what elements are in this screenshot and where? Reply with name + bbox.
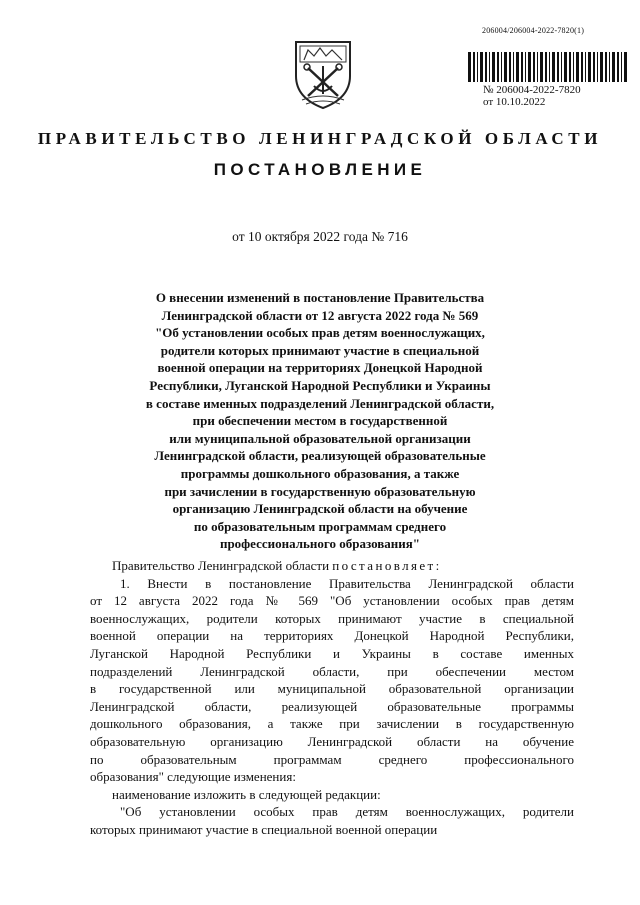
decree-title xyxy=(110,289,530,553)
enacting-prefix: Правительство Ленинградской области xyxy=(112,558,333,573)
barcode-bar xyxy=(477,52,478,82)
barcode-bar xyxy=(549,52,550,82)
barcode-bar xyxy=(593,52,595,82)
item1-line: военнослужащих, родители которых принимают участие в специальной xyxy=(90,610,574,626)
title-line: программы дошкольного образования, а также xyxy=(180,465,460,481)
barcode-bar xyxy=(540,52,543,82)
coat-of-arms-emblem xyxy=(292,36,354,110)
item1-line: образования" следующие изменения: xyxy=(90,769,296,785)
quote-line: которых принимают участие в специальной военной операции xyxy=(90,821,438,837)
barcode-bar xyxy=(513,52,514,82)
barcode-bar xyxy=(557,52,559,82)
item1-line: 1. Внести в постановление Правительства Ленинградской области xyxy=(120,575,574,591)
barcode-bar xyxy=(489,52,490,82)
barcode-bar xyxy=(552,52,555,82)
title-line: Ленинградской области, реализующей образовательные xyxy=(154,448,486,464)
barcode-bar xyxy=(609,52,610,82)
barcode-bar xyxy=(573,52,574,82)
title-line: профессионального образования" xyxy=(219,536,421,552)
barcode-bar xyxy=(597,52,598,82)
sub-item-line: наименование изложить в следующей редакции: xyxy=(112,786,381,802)
title-line: или муниципальной образовательной организации xyxy=(169,430,471,446)
barcode-bar xyxy=(617,52,619,82)
barcode-bar xyxy=(528,52,531,82)
barcode-bar xyxy=(545,52,547,82)
barcode-bar xyxy=(509,52,511,82)
title-line: Ленинградской области от 12 августа 2022 года № 569 xyxy=(161,307,479,323)
title-line: военной операции на территориях Донецкой Народной xyxy=(157,360,483,376)
title-line: в составе именных подразделений Ленинградской области, xyxy=(145,395,495,411)
enacting-word: постановляет: xyxy=(332,558,442,573)
barcode-bar xyxy=(569,52,571,82)
barcode-bar xyxy=(516,52,519,82)
barcode-bar xyxy=(561,52,562,82)
enacting-clause xyxy=(90,557,574,575)
title-line: О внесении изменений в постановление Правительства xyxy=(155,290,485,305)
barcode-bar xyxy=(497,52,499,82)
title-line: организацию Ленинградской области на обучение xyxy=(172,501,468,517)
government-title: ПРАВИТЕЛЬСТВО ЛЕНИНГРАДСКОЙ ОБЛАСТИ xyxy=(37,129,603,148)
item1-line: дошкольного образования, а также при зачислении в государственную xyxy=(90,716,574,732)
barcode-bar xyxy=(485,52,487,82)
barcode-bar xyxy=(585,52,586,82)
barcode-bar xyxy=(501,52,502,82)
decree-body xyxy=(90,557,574,839)
item1-line: образовательную организацию Ленинградской области на обучение xyxy=(90,733,574,749)
barcode-bar xyxy=(480,52,483,82)
title-line: при зачислении в государственную образовательную xyxy=(164,483,476,499)
barcode-bar xyxy=(612,52,615,82)
barcode-bar xyxy=(624,52,627,82)
barcode-bar xyxy=(533,52,535,82)
barcode-bar xyxy=(621,52,622,82)
barcode-bar xyxy=(525,52,526,82)
item1-line: военной операции на территориях Донецкой Народной Республики, xyxy=(90,628,574,644)
item1-line: по образовательным программам среднего профессионального xyxy=(90,751,574,767)
title-line: "Об установлении особых прав детям военнослужащих, xyxy=(155,325,485,341)
item1-line: в государственной или муниципальной образовательной организации xyxy=(90,681,574,697)
item1-line: Ленинградской области, реализующей образовательные программы xyxy=(90,698,574,714)
barcode-bar xyxy=(504,52,507,82)
barcode-bar xyxy=(492,52,495,82)
registration-number: № 206004-2022-7820 xyxy=(483,84,581,96)
barcode-bar xyxy=(581,52,583,82)
barcode-bar xyxy=(605,52,607,82)
quote-line: "Об установлении особых прав детям военнослужащих, родители xyxy=(120,804,574,820)
barcode-bar xyxy=(588,52,591,82)
barcode-bar xyxy=(473,52,475,82)
barcode-bar xyxy=(521,52,523,82)
item1-line: от 12 августа 2022 года № 569 "Об установлении особых прав детям xyxy=(90,593,574,609)
title-line: родители которых принимают участие в специальной xyxy=(160,342,480,358)
barcode xyxy=(468,52,628,82)
document-type-heading: ПОСТАНОВЛЕНИЕ xyxy=(213,160,427,179)
item1-line: Луганской Народной Республики и Украины в составе именных xyxy=(90,645,574,661)
item1-line: подразделений Ленинградской области, при обеспечении местом xyxy=(90,663,574,679)
barcode-bar xyxy=(564,52,567,82)
decree-date-number: от 10 октября 2022 года № 716 xyxy=(232,229,408,244)
barcode-bar xyxy=(576,52,579,82)
barcode-bar xyxy=(600,52,603,82)
title-line: при обеспечении местом в государственной xyxy=(192,413,448,429)
title-line: по образовательным программам среднего xyxy=(193,518,447,534)
document-code: 206004/206004-2022-7820(1) xyxy=(482,26,585,35)
barcode-bar xyxy=(537,52,538,82)
title-line: Республики, Луганской Народной Республики и Украины xyxy=(149,377,491,393)
barcode-bar xyxy=(468,52,471,82)
registration-date: от 10.10.2022 xyxy=(483,96,546,108)
